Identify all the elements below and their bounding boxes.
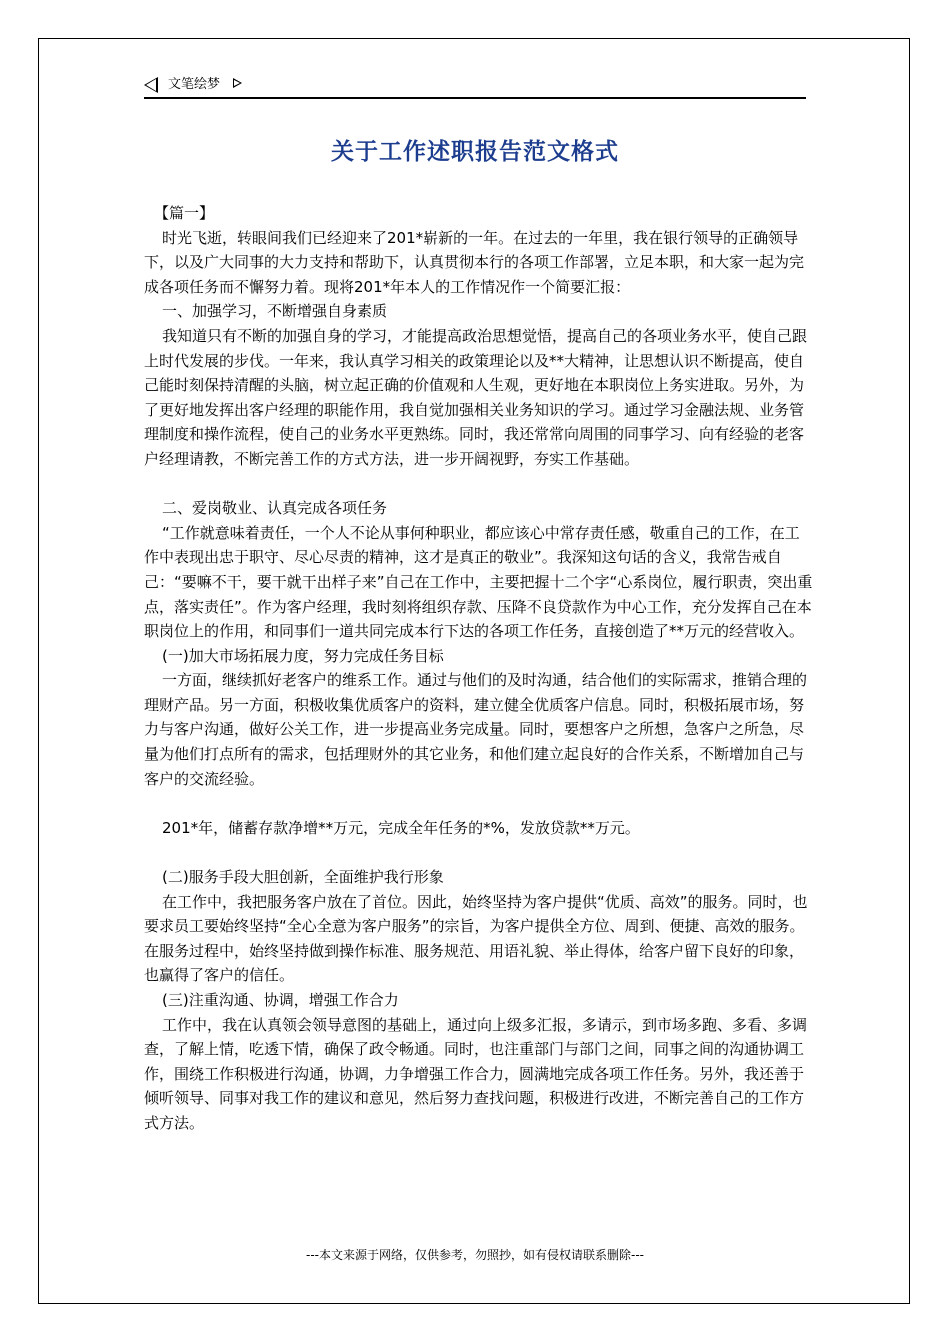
subheading-3: (三)注重沟通、协调，增强工作合力 <box>162 991 399 1009</box>
paragraph-3: 一方面，继续抓好老客户的维系工作。通过与他们的及时沟通，结合他们的实际需求，推销合理的理财产品。另一方面，积极收集优质客户的资料，建立健全优质客户信息。同时，积极拓展市场，努力与客户沟通，做好公关工作，进一步提高业务完成量。同时，要想客户之所想，急客户之所急，尽量为他们打点所有的需求，包括理财外的其它业务，和他们建立起良好的合作关系，不断增加自己与客户的交流经验。 <box>144 671 808 788</box>
section-label: 【篇一】 <box>154 204 215 222</box>
header-rule <box>144 97 806 99</box>
intro-paragraph: 时光飞逝，转眼间我们已经迎来了201*崭新的一年。在过去的一年里，我在银行领导的正确领导下，以及广大同事的大力支持和帮助下，认真贯彻本行的各项工作部署，立足本职，和大家一起为完成各项任务而不懈努力着。现将201*年本人的工作情况作一个简要汇报： <box>144 228 805 296</box>
paragraph-4: 在工作中，我把服务客户放在了首位。因此，始终坚持为客户提供“优质、高效”的服务。同时，也要求员工要始终坚持“全心全意为客户服务”的宗旨，为客户提供全方位、周到、便捷、高效的服务。在服务过程中，始终坚持做到操作标准、服务规范、用语礼貌、举止得体，给客户留下良好的印象，也赢得了客户的信任。 <box>144 892 808 985</box>
paragraph-1: 我知道只有不断的加强自身的学习，才能提高政治思想觉悟，提高自己的各项业务水平，使自己跟上时代发展的步伐。一年来，我认真学习相关的政策理论以及**大精神，让思想认识不断提高，使自己能时刻保持清醒的头脑，树立起正确的价值观和人生观，更好地在本职岗位上务实进取。另外，为了更好地发挥出客户经理的职能作用，我自觉加强相关业务知识的学习。通过学习金融法规、业务管理制度和操作流程，使自己的业务水平更熟练。同时，我还常常向周围的同事学习、向有经验的老客户经理请教，不断完善工作的方式方法，进一步开阔视野，夯实工作基础。 <box>144 326 808 468</box>
document-title: 关于工作述职报告范文格式 <box>331 139 619 165</box>
header-brand: 文笔绘梦 <box>168 77 221 92</box>
subheading-2: (二)服务手段大胆创新，全面维护我行形象 <box>162 868 444 887</box>
document-body <box>144 201 814 1136</box>
subheading-1: (一)加大市场拓展力度，努力完成任务目标 <box>162 646 444 665</box>
spacer <box>144 791 814 816</box>
paragraph-5: 工作中，我在认真领会领导意图的基础上，通过向上级多汇报，多请示，到市场多跑、多看、多调查，了解上情，吃透下情，确保了政令畅通。同时，也注重部门与部门之间，同事之间的沟通协调工作，围绕工作积极进行沟通，协调，力争增强工作合力，圆满地完成各项工作任务。另外，我还善于倾听领导、同事对我工作的建议和意见，然后努力查找问题，积极进行改进，不断完善自己的工作方式方法。 <box>144 1015 808 1132</box>
heading-1: 一、加强学习，不断增强自身素质 <box>162 302 388 321</box>
footer-disclaimer: ---本文来源于网络，仅供参考，勿照抄，如有侵权请联系删除--- <box>306 1248 644 1262</box>
page-header <box>144 74 806 98</box>
paragraph-2: “工作就意味着责任，一个人不论从事何种职业，都应该心中常存责任感，敬重自己的工作，在工作中表现出忠于职守、尽心尽责的精神，这才是真正的敬业”。我深知这句话的含义，我常告戒自己：“要嘛不干，要干就干出样子来”自己在工作中，主要把握十二个字“心系岗位，履行职责，突出重点，落实责任”。作为客户经理，我时刻将组织存款、压降不良贷款作为中心工作，充分发挥自己在本职岗位上的作用，和同事们一道共同完成本行下达的各项工作任务，直接创造了**万元的经营收入。 <box>144 523 813 641</box>
spacer <box>144 472 814 497</box>
triangle-left-icon <box>144 77 158 93</box>
triangle-right-icon <box>233 78 242 88</box>
spacer <box>144 840 814 865</box>
heading-2: 二、爱岗敬业、认真完成各项任务 <box>162 499 388 518</box>
stat-line: 201*年，储蓄存款净增**万元，完成全年任务的*%，发放贷款**万元。 <box>162 818 640 837</box>
